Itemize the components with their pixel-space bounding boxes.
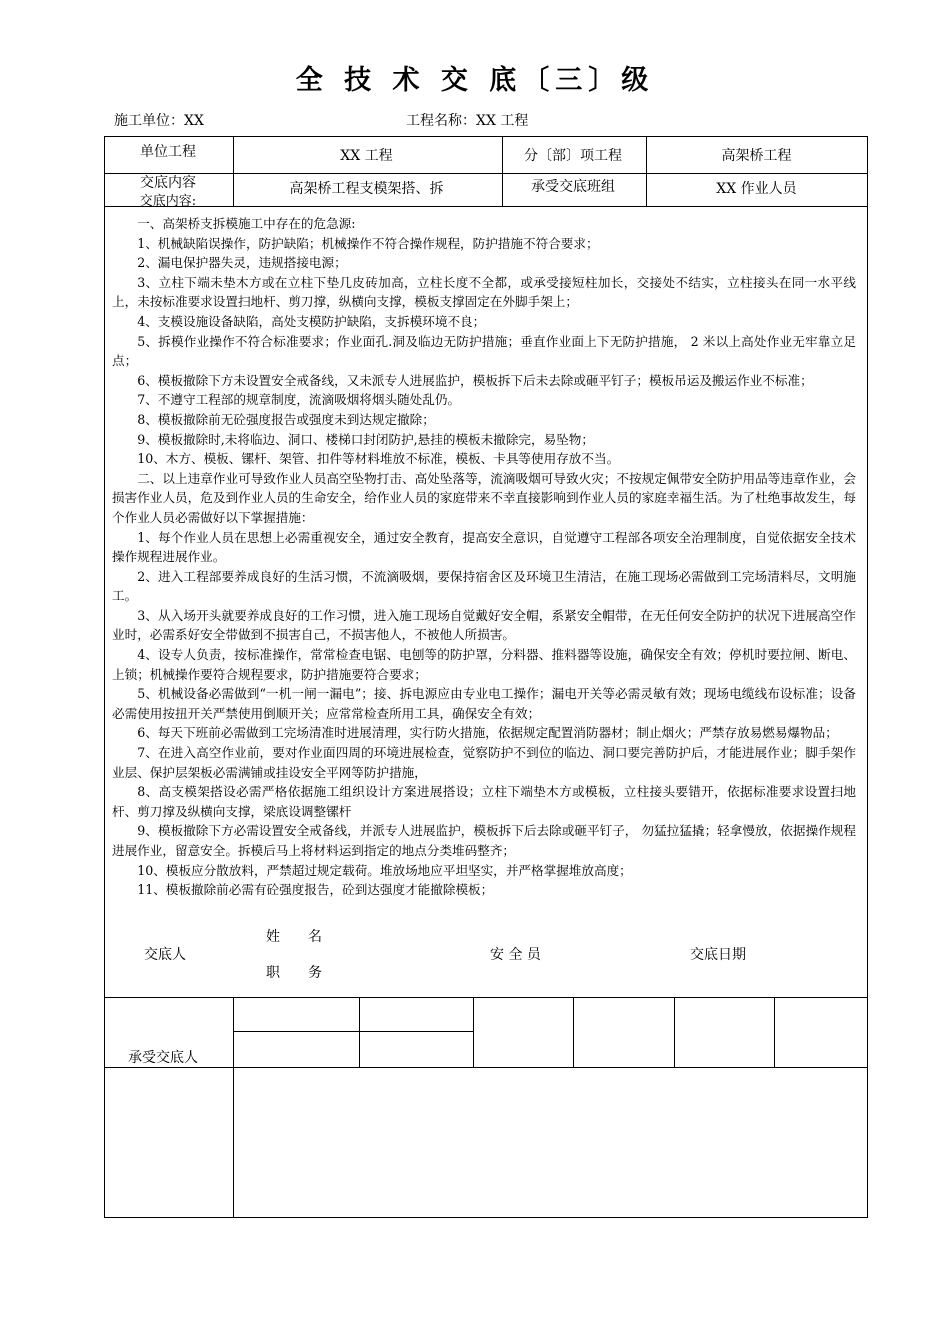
row-divider (105, 1067, 867, 1068)
col-divider (233, 997, 234, 1217)
paragraph: 3、立柱下端未垫木方或在立柱下垫几皮砖加高，立柱长度不全都，或承受接短柱加长，交接处不结实，立柱接头在同一水平线上，未按标准要求设置扫地杆、剪刀撑，纵横向支撑，模板支撑固定在外脚手架上； (112, 274, 856, 310)
col-divider (774, 997, 775, 1067)
document-title: 全 技 术 交 底〔三〕级 (295, 65, 655, 96)
paragraph: 2、漏电保护器失灵，违规搭接电源； (137, 255, 347, 271)
value-receiving-team: XX 作业人员 (716, 181, 797, 197)
paragraph: 1、机械缺陷误操作，防护缺陷；机械操作不符合操作规程，防护措施不符合要求； (137, 235, 599, 251)
label-safety-officer: 安 全 员 (490, 947, 541, 963)
value-unit-project: XX 工程 (340, 148, 393, 164)
paragraph: 1、每个作业人员在思想上必需重视安全，通过安全教育，提高安全意识，自觉遵守工程部各项安全治理制度，自觉依据安全技术操作规程进展作业。 (112, 529, 856, 565)
col-divider (674, 997, 675, 1067)
paragraph: 7、不遵守工程部的规章制度，流滴吸烟将烟头随处乱仍。 (137, 392, 461, 408)
paragraph: 8、模板撤除前无砼强度报告或强度未到达规定撤除； (137, 411, 435, 427)
paragraph: 5、拆模作业操作不符合标准要求；作业面孔.洞及临边无防护措施；垂直作业面上下无防护措施， 2 米以上高处作业无牢靠立足点； (112, 333, 856, 369)
paragraph: 6、每天下班前必需做到工完场清准时进展清理，实行防火措施，依据规定配置消防器材；制止烟火；严禁存放易燃易爆物品； (137, 725, 838, 741)
paragraph: 2、进入工程部要养成良好的生活习惯，不流滴吸烟，要保持宿舍区及环境卫生清洁，在施工现场必需做到工完场清料尽，文明施工。 (112, 568, 856, 604)
row-divider (105, 997, 867, 998)
label-name: 姓 名 (266, 929, 322, 945)
paragraph: 一、高架桥支拆模施工中存在的危急源: (137, 216, 356, 231)
paragraph: 9、模板撤除下方必需设置安全戒备线，并派专人进展监护，模板拆下后去除或砸平钉子， 勿猛拉猛撬；轻拿慢放，依据操作规程进展作业，留意安全。拆模后马上将材料运到指定的地点分类堆码整齐； (112, 823, 856, 858)
label-receiving-team: 承受交底班组 (531, 179, 615, 195)
label-disclosure-date: 交底日期 (690, 947, 746, 963)
label-content: 交底内容 (140, 175, 196, 191)
value-content: 高架桥工程支模架搭、拆 (289, 181, 444, 197)
paragraph: 5、机械设备必需做到“一机一闸一漏电”；接、拆电源应由专业电工操作；漏电开关等必需灵敏有效；现场电缆线布设标准；设备必需使用按扭开关严禁使用倒顺开关；应常常检查所用工具，确保安全有效； (112, 686, 856, 721)
label-unit-project: 单位工程 (140, 144, 196, 160)
col-divider (359, 997, 360, 1067)
label-disclosure-receiver: 承受交底人 (128, 1050, 198, 1066)
label-disclosure-giver: 交底人 (144, 947, 186, 963)
row-divider (233, 1031, 473, 1032)
paragraph: 8、高支模架搭设必需严格依据施工组织设计方案进展搭设；立柱下端垫木方或模板，立柱接头要错开，依据标准要求设置扫地杆、剪刀撑及纵横向支撑，梁底设调整镙杆 (112, 784, 856, 819)
paragraph: 7、在进入高空作业前，要对作业面四周的环境进展检查，觉察防护不到位的临边、洞口要完善防护后，才能进展作业；脚手架作业层、保护层架板必需满铺或挂设安全平网等防护措施， (112, 745, 856, 780)
paragraph: 6、模板撤除下方未设置安全戒备线，又未派专人进展监护，模板拆下后未去除或砸平钉子；模板吊运及搬运作业不标准； (137, 372, 813, 388)
col-divider (473, 997, 474, 1067)
paragraph: 二、以上违章作业可导致作业人员高空坠物打击、高处坠落等，流滴吸烟可导致火灾；不按规定佩带安全防护用品等违章作业，会损害作业人员，危及到作业人员的生命安全，给作业人员的家庭带来不幸直接影响到作业人员的家庭幸福生活。为了杜绝事故发生，每个作业人员必需做好以下掌握措施： (112, 470, 856, 525)
paragraph: 11、模板撤除前必需有砼强度报告，砼到达强度才能撤除模板； (137, 882, 494, 898)
col-divider (573, 997, 574, 1067)
paragraph: 9、模板撤除时,未将临边、洞口、楼梯口封闭防护,悬挂的模板未撤除完，易坠物； (137, 431, 594, 447)
value-sub-project: 高架桥工程 (721, 148, 792, 164)
label-sub-project: 分〔部〕项工程 (524, 148, 622, 164)
paragraph: 3、从入场开头就要养成良好的工作习惯，进入施工现场自觉戴好安全帽，系紧安全帽带，在无任何安全防护的状况下进展高空作业时，必需系好安全带做到不损害自己，不损害他人，不被他人所损害。 (112, 607, 856, 643)
disclosure-body (112, 214, 856, 900)
paragraph: 4、设专人负责，按标准操作，常常检查电锯、电刨等的防护罩，分料器、推料器等设施，确保安全有效；停机时要拉闸、断电、上锁；机械操作要符合规程要求，防护措施要符合要求； (112, 647, 856, 682)
paragraph: 10、木方、模板、镙杆、架管、扣件等材料堆放不标准，模板、卡具等使用存放不当。 (137, 451, 620, 467)
paragraph: 10、模板应分散放料，严禁超过规定载荷。堆放场地应平坦坚实，并严格掌握堆放高度； (137, 862, 632, 878)
paragraph: 4、支模设施设备缺陷，高处支模防护缺陷，支拆模环境不良； (137, 313, 486, 329)
construction-unit: 施工单位：XX (114, 113, 204, 129)
label-position: 职 务 (266, 965, 322, 981)
project-name: 工程名称：XX 工程 (406, 113, 529, 129)
label-content-sub: 交底内容: (139, 194, 197, 209)
